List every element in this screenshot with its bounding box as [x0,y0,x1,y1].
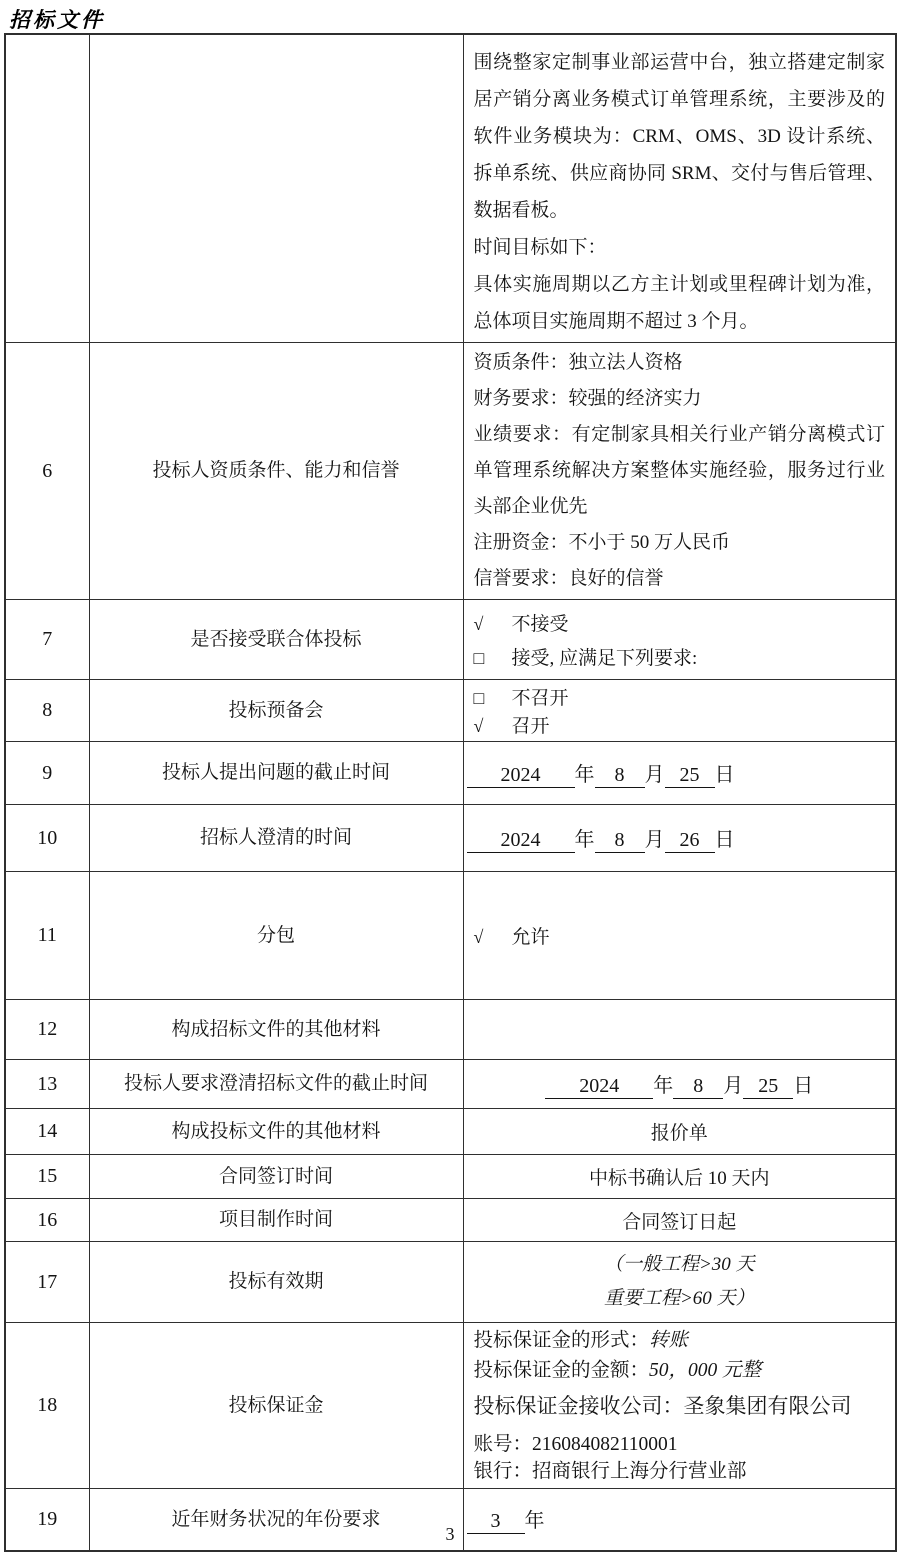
date-line [467,823,886,853]
row-label-cell: 投标预备会 [89,680,463,742]
row-value-cell [463,742,896,805]
table-row [5,600,896,680]
date-blank-year: 2024 [467,829,575,853]
option-line [474,922,886,949]
row-value-cell [463,34,896,343]
row-label-cell: 投标保证金 [89,1323,463,1489]
unit-year: 年 [574,829,595,851]
paragraph: 具体实施周期以乙方主计划或里程碑计划为准，总体项目实施周期不超过 3 个月。 [473,274,885,332]
table-row [5,1323,896,1489]
row-value-cell [463,343,896,600]
row-value-cell: 报价单 [463,1109,896,1155]
validity-line: （一般工程>30 天 [603,1254,755,1275]
row-number-cell: 8 [5,680,89,742]
requirement-line: 财务要求：较强的经济实力 [473,388,702,409]
table-row [5,872,896,1000]
row-number-cell: 16 [5,1199,89,1242]
row-value-cell [463,600,896,680]
unit-day: 日 [714,764,735,786]
table-row [5,343,896,600]
deposit-label: 投标保证金的金额： [473,1359,650,1381]
unit-year: 年 [653,1075,674,1097]
date-blank-year: 2024 [467,764,575,788]
unit-day: 日 [793,1075,814,1097]
row-number-cell: 10 [5,805,89,872]
row-label-cell: 是否接受联合体投标 [89,600,463,680]
row-number-cell: 12 [5,1000,89,1060]
date-blank-month: 8 [595,764,645,788]
row-label-cell: 项目制作时间 [89,1199,463,1242]
table-row [5,34,896,343]
row-label-cell [89,34,463,343]
row-label-cell: 投标人要求澄清招标文件的截止时间 [89,1060,463,1109]
requirement-line: 资质条件：独立法人资格 [473,352,683,373]
table-row [5,1155,896,1199]
date-blank-day: 25 [743,1075,793,1099]
unit-day: 日 [714,829,735,851]
unit-month: 月 [644,764,665,786]
option-label: 召开 [511,716,550,737]
deposit-label: 投标保证金的形式： [473,1329,650,1351]
option-line [474,711,886,738]
row-label-cell: 招标人澄清的时间 [89,805,463,872]
row-label-cell: 投标有效期 [89,1242,463,1323]
option-line [474,643,886,670]
paragraph: 时间目标如下： [473,237,607,258]
deposit-line: 账号：216084082110001 [473,1433,678,1455]
deposit-line [474,1356,886,1386]
table-row [5,1199,896,1242]
tender-spec-table [4,33,897,1552]
row-label-cell: 分包 [89,872,463,1000]
deposit-value: 转账 [649,1329,689,1351]
row-value-cell [463,1242,896,1323]
requirement-line: 信誉要求：良好的信誉 [473,568,664,589]
row-number-cell: 11 [5,872,89,1000]
table-row [5,680,896,742]
row-value-cell [463,872,896,1000]
option-line [474,609,886,636]
row-number-cell: 7 [5,600,89,680]
row-number-cell [5,34,89,343]
row-label-cell: 近年财务状况的年份要求 [89,1489,463,1551]
table-row [5,805,896,872]
page-number: 3 [445,1524,455,1544]
row-value-cell [463,1060,896,1109]
table-row [5,1000,896,1060]
requirement-line: 业绩要求：有定制家具相关行业产销分离模式订单管理系统解决方案整体实施经验，服务过行业头部企业优先 [473,424,885,517]
row-number-cell: 9 [5,742,89,805]
date-blank-year: 2024 [545,1075,653,1099]
checkbox-icon: □ [473,648,485,668]
row-number-cell: 14 [5,1109,89,1155]
checked-mark-icon: √ [473,927,484,947]
row-value-cell [463,680,896,742]
deposit-line [474,1326,886,1356]
deposit-line: 银行：招商银行上海分行营业部 [473,1461,747,1482]
date-line [467,758,886,788]
date-line [474,1069,886,1099]
date-blank-month: 8 [673,1075,723,1099]
date-blank-day: 25 [665,764,715,788]
row-number-cell: 13 [5,1060,89,1109]
document-title: 招标文件 [9,8,105,32]
row-label-cell: 构成投标文件的其他材料 [89,1109,463,1155]
row-number-cell: 6 [5,343,89,600]
option-line [474,683,886,710]
row-number-cell: 18 [5,1323,89,1489]
unit-month: 月 [644,829,665,851]
unit-month: 月 [723,1075,744,1097]
row-value-cell [463,1323,896,1489]
option-label: 接受, 应满足下列要求: [511,648,698,669]
option-label: 允许 [511,927,550,948]
table-row [5,1060,896,1109]
row-label-cell: 投标人提出问题的截止时间 [89,742,463,805]
deposit-line: 投标保证金接收公司：圣象集团有限公司 [473,1393,852,1418]
date-blank-day: 26 [665,829,715,853]
table-row [5,1242,896,1323]
checkbox-icon: □ [473,688,485,708]
date-blank-month: 8 [595,829,645,853]
row-value-cell: 中标书确认后 10 天内 [463,1155,896,1199]
table-row [5,1109,896,1155]
row-label-cell: 合同签订时间 [89,1155,463,1199]
row-value-cell: 合同签订日起 [463,1199,896,1242]
option-label: 不召开 [511,688,569,709]
row-label-cell: 构成招标文件的其他材料 [89,1000,463,1060]
years-blank: 3 [467,1510,525,1534]
unit-year: 年 [524,1510,545,1533]
row-number-cell: 19 [5,1489,89,1551]
validity-line: 重要工程>60 天） [603,1288,755,1309]
requirement-line: 注册资金：不小于 50 万人民币 [473,532,731,553]
row-number-cell: 17 [5,1242,89,1323]
option-label: 不接受 [511,614,569,635]
row-value-cell [463,1000,896,1060]
row-label-cell: 投标人资质条件、能力和信誉 [89,343,463,600]
deposit-value: 50，000 元整 [649,1359,762,1381]
table-row [5,742,896,805]
unit-year: 年 [574,764,595,786]
row-value-cell [463,805,896,872]
row-number-cell: 15 [5,1155,89,1199]
paragraph: 围绕整家定制事业部运营中台，独立搭建定制家居产销分离业务模式订单管理系统，主要涉及的软件业务模块为：CRM、OMS、3D 设计系统、拆单系统、供应商协同 SRM、交付与售后管理、数据看板。 [473,52,885,221]
checked-mark-icon: √ [473,716,484,736]
checked-mark-icon: √ [473,614,484,634]
